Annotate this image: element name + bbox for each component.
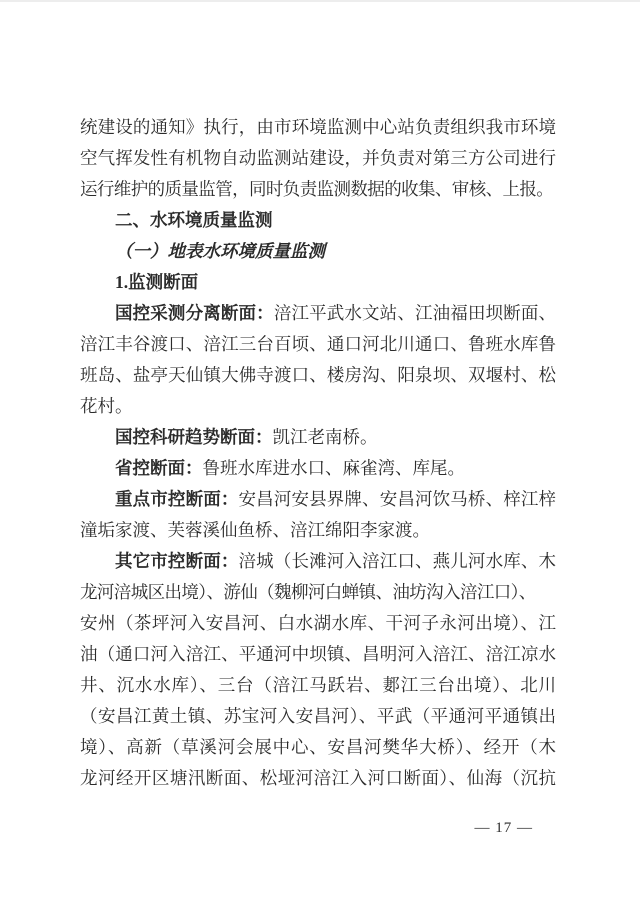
line-text: 1.监测断面 xyxy=(115,272,199,292)
text-line xyxy=(80,515,556,546)
line-text: 龙河经开区塘汛断面、松垭河涪江入河口断面）、仙海（沉抗 xyxy=(80,768,556,788)
document-body xyxy=(80,112,556,794)
text-line xyxy=(80,360,556,391)
line-text: 鲁班水库进水口、麻雀湾、库尾。 xyxy=(202,458,465,478)
text-line xyxy=(80,670,556,701)
line-text: 油（通口河入涪江、平通河中坝镇、昌明河入涪江、涪江凉水 xyxy=(80,644,556,664)
line-text: 运行维护的质量监管，同时负责监测数据的收集、审核、上报。 xyxy=(80,179,554,199)
section-label: 其它市控断面： xyxy=(115,551,239,571)
line-text: 涪城（长滩河入涪江口、燕儿河水库、木 xyxy=(238,551,557,571)
text-line xyxy=(80,112,556,143)
text-line xyxy=(80,577,556,608)
line-text: 班岛、盐亭天仙镇大佛寺渡口、楼房沟、阳泉坝、双堰村、松 xyxy=(80,365,556,385)
line-text: 潼垢家渡、芙蓉溪仙鱼桥、涪江绵阳李家渡。 xyxy=(80,520,430,540)
line-text: 二、水环境质量监测 xyxy=(115,210,273,230)
text-line xyxy=(80,143,556,174)
text-line xyxy=(80,422,556,453)
text-line xyxy=(80,453,556,484)
text-line xyxy=(80,329,556,360)
text-line xyxy=(80,546,556,577)
text-line xyxy=(80,484,556,515)
text-line xyxy=(80,763,556,794)
line-text: 统建设的通知》执行，由市环境监测中心站负责组织我市环境 xyxy=(80,117,556,137)
line-text: 安昌河安县界牌、安昌河饮马桥、梓江梓 xyxy=(238,489,557,509)
text-line xyxy=(80,608,556,639)
line-text: 花村。 xyxy=(80,396,133,416)
line-text: （一）地表水环境质量监测 xyxy=(115,241,325,261)
line-text: 安州（茶坪河入安昌河、白水湖水库、干河子永河出境）、江 xyxy=(80,613,556,633)
section-label: 重点市控断面： xyxy=(115,489,239,509)
line-text: 龙河涪城区出境）、游仙（魏柳河白蝉镇、油坊沟入涪江口）、 xyxy=(80,582,536,602)
text-line xyxy=(80,391,556,422)
text-line xyxy=(80,701,556,732)
line-text: 空气挥发性有机物自动监测站建设，并负责对第三方公司进行 xyxy=(80,148,556,168)
text-line xyxy=(80,267,556,298)
line-text: 井、沉水水库）、三台（涪江马跃岩、郪江三台出境）、北川 xyxy=(80,675,556,695)
section-label: 国控采测分离断面： xyxy=(115,303,274,323)
section-label: 省控断面： xyxy=(115,458,203,478)
text-line xyxy=(80,298,556,329)
line-text: 涪江平武水文站、江油福田坝断面、 xyxy=(273,303,556,323)
line-text: 涪江丰谷渡口、涪江三台百顷、通口河北川通口、鲁班水库鲁 xyxy=(80,334,556,354)
text-line xyxy=(80,236,556,267)
line-text: 境）、高新（草溪河会展中心、安昌河樊华大桥）、经开（木 xyxy=(80,737,556,757)
text-line xyxy=(80,174,556,205)
text-line xyxy=(80,639,556,670)
text-line xyxy=(80,732,556,763)
line-text: （安昌江黄土镇、苏宝河入安昌河）、平武（平通河平通镇出 xyxy=(80,706,556,726)
page-number: — 17 — xyxy=(474,820,533,836)
text-line xyxy=(80,205,556,236)
line-text: 凯江老南桥。 xyxy=(272,427,378,447)
section-label: 国控科研趋势断面： xyxy=(115,427,273,447)
